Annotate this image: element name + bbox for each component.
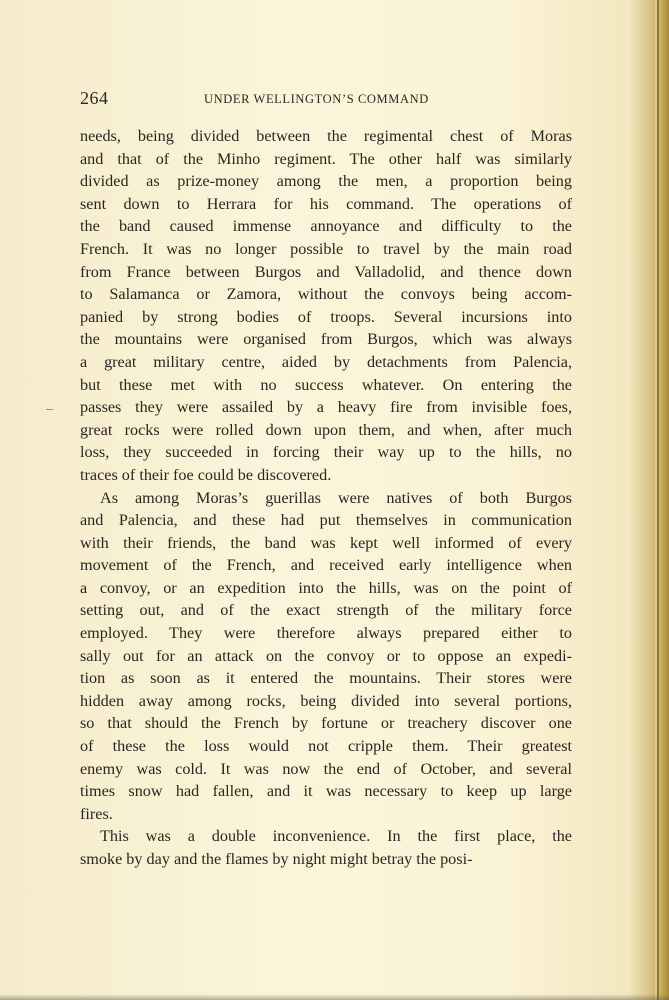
text-line: so that should the French by fortune or treachery discover one bbox=[80, 714, 572, 733]
text-line: to Salamanca or Zamora, without the convoys being accom- bbox=[80, 285, 572, 304]
text-line: a convoy, or an expedition into the hills, was on the point of bbox=[80, 578, 572, 597]
text-line: from France between Burgos and Valladolid, and thence down bbox=[80, 262, 572, 281]
text-line: This was a double inconvenience. In the first place, the bbox=[100, 827, 572, 846]
text-line: times snow had fallen, and it was necessary to keep up large bbox=[80, 782, 572, 801]
paragraph bbox=[80, 825, 572, 870]
running-title: UNDER WELLINGTON’S COMMAND bbox=[204, 92, 429, 106]
text-line: and Palencia, and these had put themselves in communication bbox=[80, 511, 572, 530]
text-line: French. It was no longer possible to travel by the main road bbox=[80, 239, 572, 258]
page-edge-line bbox=[657, 0, 659, 1000]
text-line: As among Moras’s guerillas were natives of both Burgos bbox=[100, 488, 572, 507]
text-line: sally out for an attack on the convoy or to oppose an expedi- bbox=[80, 646, 572, 665]
text-line: with their friends, the band was kept well informed of every bbox=[80, 533, 572, 552]
bottom-shadow bbox=[0, 994, 669, 1000]
text-line: fires. bbox=[80, 804, 113, 823]
text-line: passes they were assailed by a heavy fire from invisible foes, bbox=[80, 398, 572, 417]
body-text bbox=[80, 125, 572, 871]
text-line: employed. They were therefore always prepared either to bbox=[80, 624, 572, 643]
text-line: panied by strong bodies of troops. Several incursions into bbox=[80, 307, 572, 326]
text-line: great rocks were rolled down upon them, and when, after much bbox=[80, 420, 572, 439]
text-line: a great military centre, aided by detachments from Palencia, bbox=[80, 352, 572, 371]
text-line: loss, they succeeded in forcing their way up to the hills, no bbox=[80, 443, 572, 462]
page-number: 264 bbox=[80, 88, 109, 108]
text-line: but these met with no success whatever. On entering the bbox=[80, 375, 572, 394]
text-line: smoke by day and the flames by night might betray the posi- bbox=[80, 850, 473, 868]
text-line: the mountains were organised from Burgos, which was always bbox=[80, 330, 572, 349]
text-line: the band caused immense annoyance and difficulty to the bbox=[80, 217, 572, 236]
text-line: movement of the French, and received early intelligence when bbox=[80, 556, 572, 575]
paragraph bbox=[80, 125, 572, 487]
text-line: tion as soon as it entered the mountains. Their stores were bbox=[80, 669, 572, 688]
text-line: setting out, and of the exact strength of the military force bbox=[80, 601, 572, 620]
text-line: and that of the Minho regiment. The other half was similarly bbox=[80, 149, 572, 168]
text-line: needs, being divided between the regimental chest of Moras bbox=[80, 127, 572, 145]
text-line: of these the loss would not cripple them. Their greatest bbox=[80, 737, 572, 756]
text-line: enemy was cold. It was now the end of October, and several bbox=[80, 759, 572, 778]
text-line: sent down to Herrara for his command. The operations of bbox=[80, 194, 572, 213]
text-line: hidden away among rocks, being divided into several portions, bbox=[80, 691, 572, 710]
paragraph bbox=[80, 487, 572, 826]
margin-mark bbox=[46, 409, 53, 410]
running-head bbox=[80, 88, 572, 112]
text-line: divided as prize-money among the men, a proportion being bbox=[80, 172, 572, 191]
text-line: traces of their foe could be discovered. bbox=[80, 465, 332, 484]
